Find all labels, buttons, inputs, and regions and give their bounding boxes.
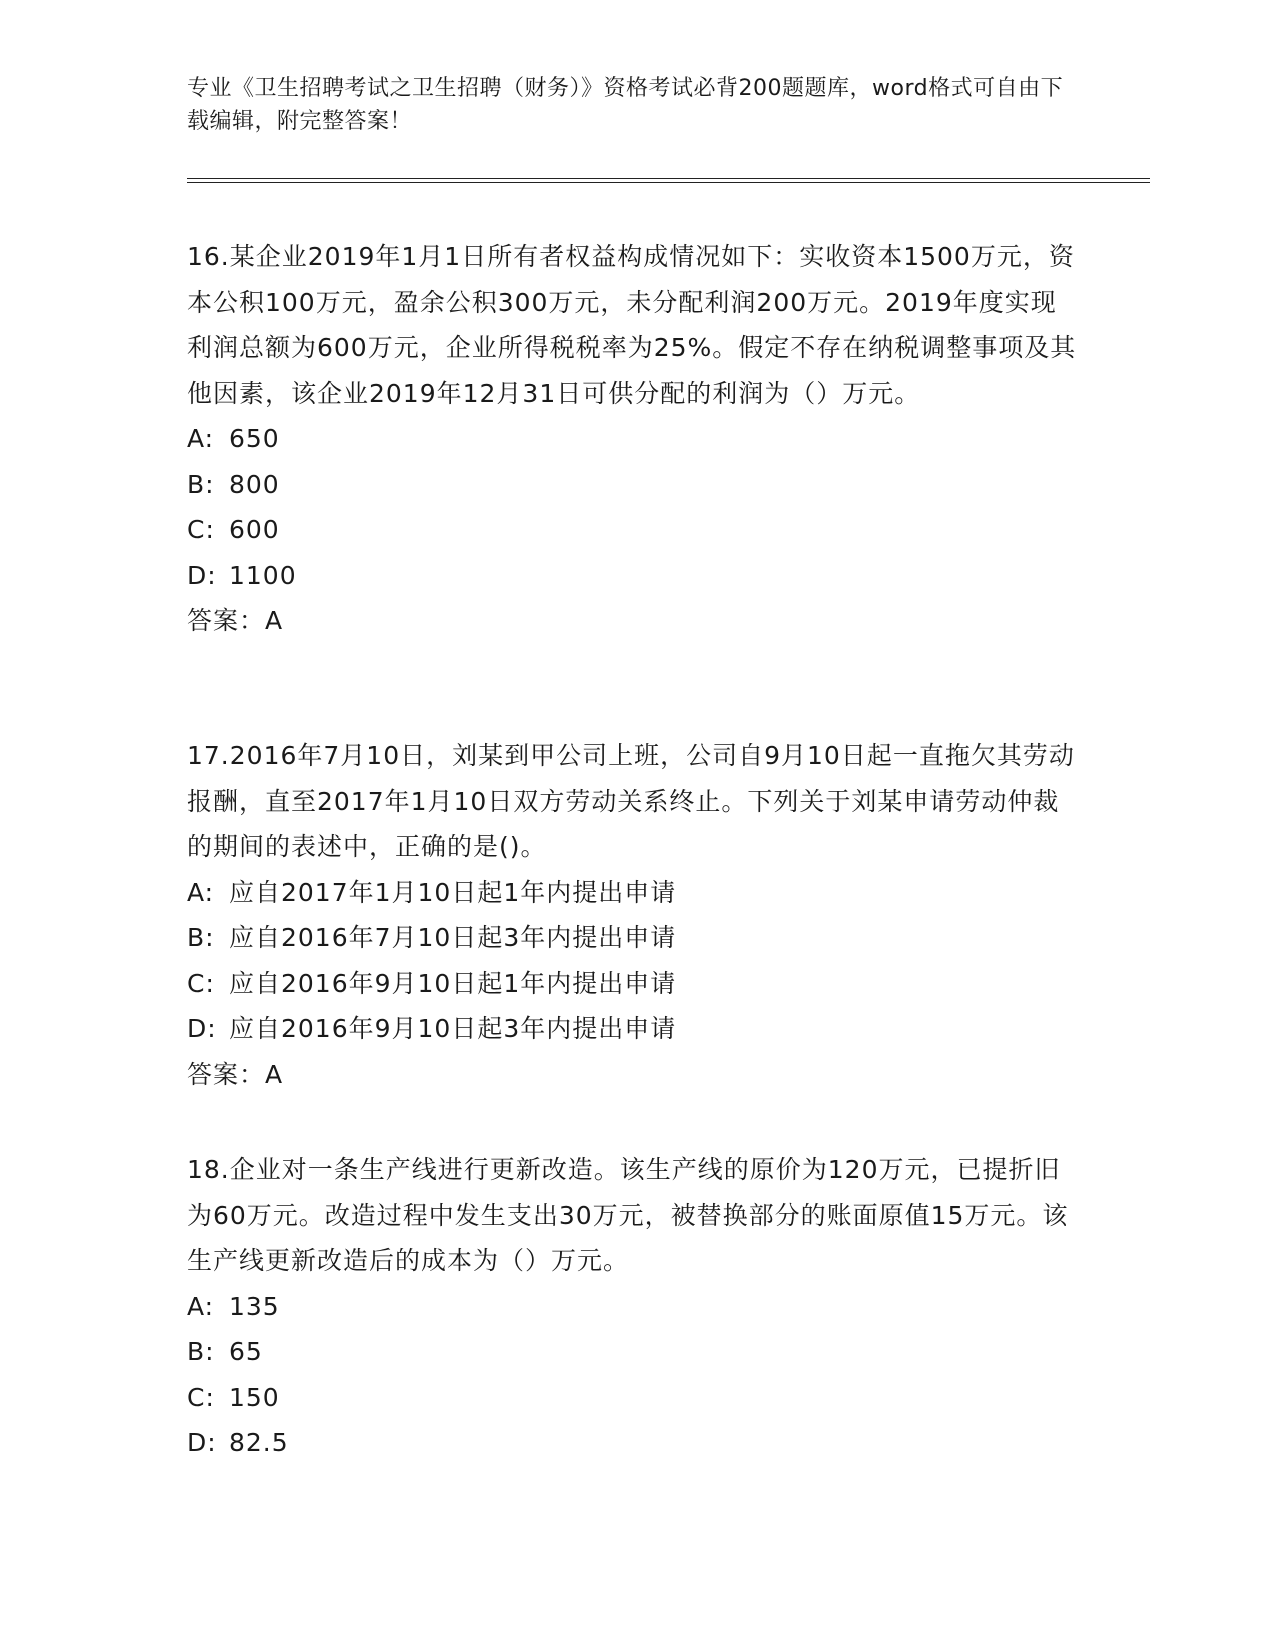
option-letter: A: [187,877,215,907]
option-d [187,1006,1077,1052]
option-list [187,416,1077,598]
option-c [187,961,1077,1007]
option-letter: C: [187,1382,215,1412]
question-stem: 16.某企业2019年1月1日所有者权益构成情况如下：实收资本1500万元，资本公积100万元，盈余公积300万元，未分配利润200万元。2019年度实现利润总额为600万元，企业所得税税率为25%。假定不存在纳税调整事项及其他因素，该企业2019年12月31日可供分配的利润为（）万元。 [187,242,1077,408]
option-a [187,1284,1077,1330]
option-c [187,1375,1077,1421]
option-letter: D: [187,1428,217,1457]
option-letter: B: [187,1337,215,1366]
question-stem: 18.企业对一条生产线进行更新改造。该生产线的原价为120万元，已提折旧为60万元。改造过程中发生支出30万元，被替换部分的账面原值15万元。该生产线更新改造后的成本为（）万元。 [187,1155,1069,1275]
option-list [187,870,1077,1052]
option-b [187,462,1077,508]
option-text: 800 [229,469,280,499]
option-letter: C: [187,968,215,998]
option-text: 应自2017年1月10日起1年内提出申请 [229,877,677,907]
option-letter: A: [187,424,215,453]
option-text: 600 [229,515,280,544]
option-text: 1100 [229,560,297,590]
option-b [187,915,1077,961]
option-list [187,1284,1077,1466]
option-a [187,870,1077,916]
question-16 [187,234,1077,644]
option-letter: B: [187,923,215,952]
option-text: 应自2016年9月10日起1年内提出申请 [229,968,677,998]
option-text: 应自2016年7月10日起3年内提出申请 [229,923,677,952]
document-header: 专业《卫生招聘考试之卫生招聘（财务）》资格考试必背200题题库，word格式可自由下载编辑，附完整答案！ [187,76,1064,134]
option-letter: A: [187,1291,215,1321]
option-letter: C: [187,515,215,544]
option-d [187,1420,1077,1466]
option-a [187,416,1077,462]
header-divider [187,178,1150,179]
option-letter: B: [187,469,215,499]
question-17 [187,733,1077,1097]
option-letter: D: [187,1014,217,1043]
option-text: 65 [229,1337,263,1366]
option-b [187,1329,1077,1375]
answer: 答案：A [187,1059,284,1089]
option-text: 应自2016年9月10日起3年内提出申请 [229,1014,677,1043]
option-letter: D: [187,560,217,590]
option-text: 135 [229,1291,280,1321]
option-d [187,553,1077,599]
question-18 [187,1147,1077,1466]
option-c [187,507,1077,553]
option-text: 150 [229,1382,280,1412]
question-stem: 17.2016年7月10日，刘某到甲公司上班，公司自9月10日起一直拖欠其劳动报酬，直至2017年1月10日双方劳动关系终止。下列关于刘某申请劳动仲裁的期间的表述中，正确的是()。 [187,741,1075,861]
answer: 答案：A [187,606,284,635]
option-text: 82.5 [229,1428,289,1457]
header-divider [187,182,1150,183]
option-text: 650 [229,424,280,453]
